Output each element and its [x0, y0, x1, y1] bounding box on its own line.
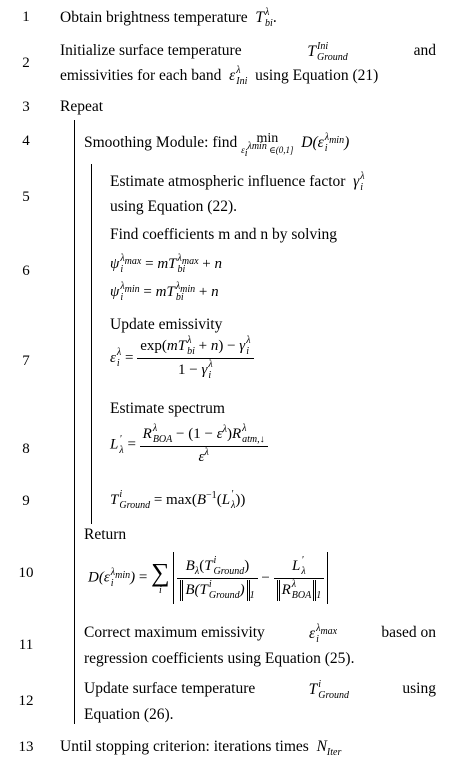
- line-number: 13: [18, 739, 34, 755]
- line-10-text: Return: [84, 526, 127, 543]
- equation-spectrum: L ' λ = R λ BOA − $(1 - \varepsilon^\lambda)R$ λ atm,↓ $\varepsilon^\lambda$: [110, 424, 268, 466]
- line-number: 3: [22, 99, 30, 115]
- line-number: 8: [22, 441, 30, 457]
- line-5-text-a: Estimate atmospheric influence factor γ λ i: [110, 171, 365, 193]
- line-2-text-b: emissivities for each band ε λ Ini using Equation (21): [60, 65, 379, 87]
- equation-ground-temp: T i Ground = $\max(B^{-1}(L$ ' λ )): [110, 489, 246, 511]
- equation-psi-min: ψ $\lambda_{min}$ i = mT $\lambda_{min}$ bi + n: [110, 281, 219, 303]
- line-number: 12: [18, 693, 34, 709]
- line-12-text-b: Equation (26).: [84, 706, 174, 723]
- surface-temp-init-symbol: T Ini Ground: [307, 41, 348, 63]
- surface-temp-symbol: T i Ground: [308, 679, 350, 701]
- line-number: 11: [18, 637, 34, 653]
- line-number: 5: [22, 189, 30, 205]
- iteration-count-symbol: $N_{Iter}$: [312, 738, 342, 759]
- line-13-text: Until stopping criterion: iterations times $N_{Iter}$: [60, 738, 342, 759]
- line-7-text: Update emissivity: [110, 316, 223, 333]
- equation-emissivity-update: ε λ i = exp(mT λ bi + n) − γ λ i 1 − γ λ i: [110, 336, 254, 381]
- emissivity-init-symbol: ε λ Ini: [225, 65, 248, 87]
- line-3-text: Repeat: [60, 98, 104, 115]
- line-number: 1: [22, 9, 30, 25]
- line-6-text: Find coefficients m and n by solving: [110, 226, 338, 243]
- smoothing-block-bar: [91, 164, 92, 524]
- equation-return-d: D(ε $\lambda_{min}$ i ) = ∑ i $B_\lambda(T$ i Ground ) B(T i Ground ) $_1$ − L ' λ R λ BOA $_1$: [88, 552, 328, 604]
- equation-psi-max: ψ $\lambda_{max}$ i = mT $\lambda_{max}$ bi + n: [110, 253, 222, 275]
- atm-factor-symbol: γ λ i: [349, 171, 365, 193]
- line-number: 10: [18, 565, 34, 581]
- line-number: 9: [22, 493, 30, 509]
- line-number: 7: [22, 353, 30, 369]
- line-8-text: Estimate spectrum: [110, 400, 225, 417]
- line-12-text-a: Update surface temperature T i Ground using: [84, 679, 436, 701]
- line-11-text-b: regression coefficients using Equation (25).: [84, 650, 355, 667]
- line-11-text-a: Correct maximum emissivity ε $\lambda_{max}$ i based on: [84, 623, 436, 645]
- line-number: 6: [22, 263, 30, 279]
- line-5-text-b: using Equation (22).: [110, 198, 237, 215]
- repeat-block-bar: [74, 120, 75, 724]
- brightness-temp-symbol: T λ bi: [251, 7, 273, 29]
- line-number: 4: [22, 133, 30, 149]
- line-4-text: Smoothing Module: find min $\varepsilon_i^{\lambda min}$ ∈(0,1] D(ε $\lambda_{min}$ i ): [84, 131, 350, 159]
- smoothing-min-expression: min $\varepsilon_i^{\lambda min}$ ∈(0,1]: [241, 131, 294, 159]
- line-1-text: Obtain brightness temperature T λ bi .: [60, 7, 277, 29]
- line-number: 2: [22, 55, 30, 71]
- line-2-text-a: Initialize surface temperature T Ini Ground and: [60, 41, 436, 63]
- max-emissivity-symbol: ε $\lambda_{max}$ i: [309, 623, 338, 645]
